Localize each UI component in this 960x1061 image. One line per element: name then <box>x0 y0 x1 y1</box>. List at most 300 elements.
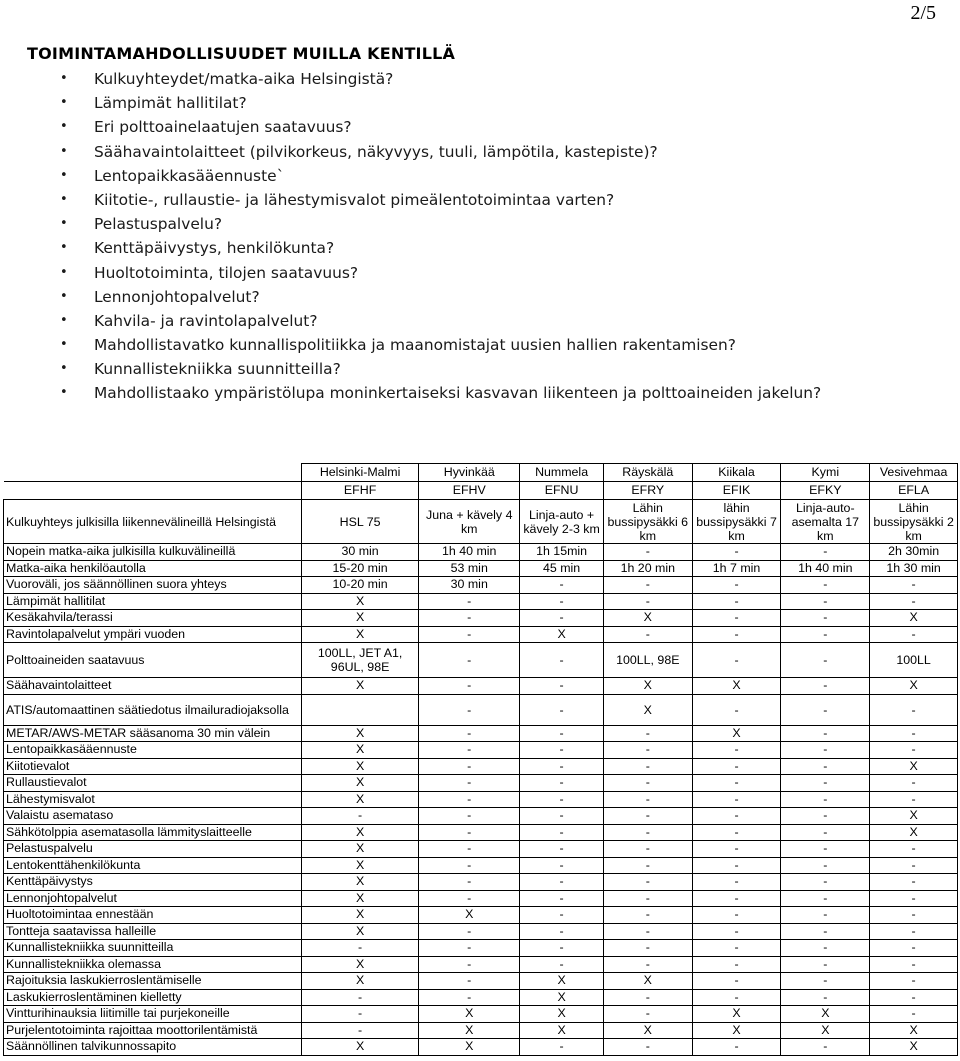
table-cell: - <box>692 791 781 808</box>
table-cell: - <box>781 742 870 759</box>
row-label: Sähkötolppia asematasolla lämmityslaitteelle <box>4 824 302 841</box>
question-text: Huoltotoiminta, tilojen saatavuus? <box>94 263 359 282</box>
table-cell: - <box>870 890 958 907</box>
bullet-icon: • <box>60 312 68 328</box>
table-cell: 30 min <box>419 577 520 594</box>
table-cell: - <box>870 775 958 792</box>
table-cell: 100LL <box>870 643 958 678</box>
table-row <box>4 560 958 577</box>
table-cell: - <box>520 907 604 924</box>
table-cell: - <box>603 923 692 940</box>
table-row <box>4 808 958 825</box>
table-cell: - <box>692 824 781 841</box>
question-text: Kahvila- ja ravintolapalvelut? <box>94 311 318 330</box>
table-cell: X <box>603 694 692 725</box>
table-cell: - <box>870 577 958 594</box>
table-cell: X <box>301 973 418 990</box>
table-cell: - <box>781 577 870 594</box>
table-row <box>4 907 958 924</box>
table-cell: - <box>781 725 870 742</box>
question-item <box>60 140 821 164</box>
table-cell: - <box>520 593 604 610</box>
row-label: Vuoroväli, jos säännöllinen suora yhteys <box>4 577 302 594</box>
question-item <box>60 309 821 333</box>
table-cell: - <box>692 808 781 825</box>
table-cell: - <box>781 808 870 825</box>
table-cell: - <box>692 593 781 610</box>
table-cell: X <box>301 626 418 643</box>
row-label: Kesäkahvila/terassi <box>4 610 302 627</box>
table-cell: - <box>781 841 870 858</box>
question-text: Eri polttoainelaatujen saatavuus? <box>94 118 352 137</box>
transport-row <box>4 500 958 544</box>
icao-code: EFNU <box>520 482 604 500</box>
table-cell: - <box>692 742 781 759</box>
row-label: Vintturihinauksia liitimille tai purjekoneille <box>4 1006 302 1023</box>
table-cell: - <box>692 841 781 858</box>
row-label: Laskukierroslentäminen kielletty <box>4 989 302 1006</box>
table-cell: - <box>419 775 520 792</box>
table-cell: X <box>301 956 418 973</box>
table-cell: - <box>870 956 958 973</box>
table-cell: X <box>870 1022 958 1039</box>
row-label: Nopein matka-aika julkisilla kulkuvälineillä <box>4 544 302 561</box>
table-cell: - <box>603 544 692 561</box>
bullet-icon: • <box>60 240 68 256</box>
airfield-name: Nummela <box>520 464 604 482</box>
table-cell: - <box>419 923 520 940</box>
question-item <box>60 91 821 115</box>
table-cell: X <box>301 775 418 792</box>
table-row <box>4 1006 958 1023</box>
row-label: Huoltotoimintaa ennestään <box>4 907 302 924</box>
table-cell: - <box>419 824 520 841</box>
row-label: Lähestymisvalot <box>4 791 302 808</box>
table-cell: - <box>419 610 520 627</box>
table-cell: X <box>419 907 520 924</box>
table-cell: - <box>870 1006 958 1023</box>
table-row <box>4 678 958 695</box>
table-row <box>4 694 958 725</box>
bullet-icon: • <box>60 385 68 401</box>
table-cell: X <box>692 725 781 742</box>
table-row <box>4 923 958 940</box>
table-cell: X <box>301 678 418 695</box>
table-cell: - <box>603 824 692 841</box>
table-cell: - <box>692 626 781 643</box>
table-cell: 15-20 min <box>301 560 418 577</box>
row-label: Rajoituksia laskukierroslentämiselle <box>4 973 302 990</box>
table-cell: - <box>520 824 604 841</box>
table-cell: - <box>603 956 692 973</box>
airfield-comparison-table <box>3 463 958 1056</box>
table-cell: - <box>419 857 520 874</box>
table-cell: - <box>692 577 781 594</box>
table-cell: - <box>870 593 958 610</box>
table-cell: - <box>603 1006 692 1023</box>
table-cell: 1h 40 min <box>781 560 870 577</box>
table-cell: Juna + kävely 4 km <box>419 500 520 544</box>
table-cell: - <box>603 874 692 891</box>
table-cell: 100LL, JET A1, 96UL, 98E <box>301 643 418 678</box>
table-cell: - <box>870 989 958 1006</box>
row-label: Tontteja saatavissa halleille <box>4 923 302 940</box>
table-cell: - <box>692 890 781 907</box>
table-cell: - <box>781 956 870 973</box>
table-cell: - <box>419 678 520 695</box>
table-cell: X <box>692 1022 781 1039</box>
table-cell: - <box>692 874 781 891</box>
table-cell: - <box>603 989 692 1006</box>
table-row <box>4 725 958 742</box>
table-cell: HSL 75 <box>301 500 418 544</box>
table-cell: - <box>603 791 692 808</box>
icao-code-row <box>4 482 958 500</box>
table-cell: - <box>301 1006 418 1023</box>
table-cell: - <box>603 742 692 759</box>
bullet-icon: • <box>60 337 68 353</box>
row-label: Lentokenttähenkilökunta <box>4 857 302 874</box>
table-cell: - <box>419 593 520 610</box>
table-cell: X <box>419 1006 520 1023</box>
table-cell: X <box>301 593 418 610</box>
table-cell: - <box>781 626 870 643</box>
table-cell: X <box>301 742 418 759</box>
question-text: Pelastuspalvelu? <box>94 215 222 234</box>
table-cell: - <box>692 694 781 725</box>
bullet-icon: • <box>60 216 68 232</box>
table-cell: - <box>603 1039 692 1056</box>
table-cell: - <box>419 758 520 775</box>
table-cell: - <box>781 857 870 874</box>
table-cell: - <box>603 907 692 924</box>
table-cell: - <box>419 956 520 973</box>
icao-code: EFHV <box>419 482 520 500</box>
table-cell: - <box>603 725 692 742</box>
table-cell: - <box>419 940 520 957</box>
table-cell: - <box>781 791 870 808</box>
table-cell: - <box>870 694 958 725</box>
row-label: Kunnallistekniikka olemassa <box>4 956 302 973</box>
table-cell: X <box>419 1022 520 1039</box>
table-cell: - <box>520 791 604 808</box>
table-cell: X <box>301 725 418 742</box>
question-item <box>60 115 821 139</box>
table-cell: - <box>419 874 520 891</box>
table-cell: - <box>520 742 604 759</box>
corner-cell <box>4 482 302 500</box>
table-cell: - <box>603 626 692 643</box>
table-cell <box>301 694 418 725</box>
icao-code: EFLA <box>870 482 958 500</box>
row-label: Kiitotievalot <box>4 758 302 775</box>
table-cell: - <box>520 725 604 742</box>
table-cell: X <box>781 1006 870 1023</box>
table-cell: - <box>520 775 604 792</box>
row-label: Purjelentotoiminta rajoittaa moottorilentämistä <box>4 1022 302 1039</box>
table-cell: - <box>520 577 604 594</box>
table-cell: - <box>781 890 870 907</box>
table-cell: - <box>870 791 958 808</box>
bullet-icon: • <box>60 119 68 135</box>
table-cell: - <box>520 610 604 627</box>
table-cell: - <box>301 940 418 957</box>
table-cell: X <box>870 808 958 825</box>
table-row <box>4 989 958 1006</box>
table-cell: - <box>781 874 870 891</box>
table-cell: X <box>301 841 418 858</box>
page-number: 2/5 <box>910 2 936 24</box>
table-cell: X <box>419 1039 520 1056</box>
table-cell: - <box>520 841 604 858</box>
question-item <box>60 381 821 405</box>
table-cell: X <box>603 973 692 990</box>
table-cell: X <box>301 791 418 808</box>
question-list <box>60 67 821 406</box>
table-cell: - <box>419 742 520 759</box>
table-cell: - <box>781 678 870 695</box>
table-cell: 53 min <box>419 560 520 577</box>
question-item <box>60 333 821 357</box>
table-cell: - <box>419 725 520 742</box>
table-cell: - <box>603 808 692 825</box>
table-cell: - <box>603 940 692 957</box>
table-cell: 45 min <box>520 560 604 577</box>
table-cell: - <box>692 956 781 973</box>
table-cell: - <box>520 923 604 940</box>
question-text: Mahdollistaako ympäristölupa moninkertaiseksi kasvavan liikenteen ja polttoaineiden jakelun? <box>94 384 822 403</box>
table-cell: 1h 20 min <box>603 560 692 577</box>
table-cell: - <box>781 593 870 610</box>
question-text: Lämpimät hallitilat? <box>94 94 247 113</box>
table-cell: lähin bussipysäkki 7 km <box>692 500 781 544</box>
page-heading: TOIMINTAMAHDOLLISUUDET MUILLA KENTILLÄ <box>27 44 456 63</box>
row-label: Pelastuspalvelu <box>4 841 302 858</box>
table-cell: - <box>692 857 781 874</box>
table-cell: 1h 7 min <box>692 560 781 577</box>
table-cell: - <box>781 643 870 678</box>
table-cell: Linja-auto + kävely 2-3 km <box>520 500 604 544</box>
question-text: Säähavaintolaitteet (pilvikorkeus, näkyvyys, tuuli, lämpötila, kastepiste)? <box>94 142 658 161</box>
table-cell: - <box>692 1039 781 1056</box>
question-text: Kiitotie-, rullaustie- ja lähestymisvalot pimeälentotoimintaa varten? <box>94 190 615 209</box>
airfield-name: Vesivehmaa <box>870 464 958 482</box>
table-row <box>4 1039 958 1056</box>
icao-code: EFHF <box>301 482 418 500</box>
table-cell: - <box>692 973 781 990</box>
question-item <box>60 236 821 260</box>
table-cell: - <box>781 940 870 957</box>
table-cell: - <box>520 758 604 775</box>
table-cell: X <box>692 678 781 695</box>
table-cell: X <box>301 890 418 907</box>
question-item <box>60 357 821 381</box>
table-cell: 1h 15min <box>520 544 604 561</box>
question-text: Lennonjohtopalvelut? <box>94 287 260 306</box>
table-cell: X <box>301 907 418 924</box>
row-label: Matka-aika henkilöautolla <box>4 560 302 577</box>
table-cell: - <box>692 643 781 678</box>
table-cell: - <box>692 940 781 957</box>
table-cell: - <box>419 973 520 990</box>
table-cell: - <box>692 610 781 627</box>
table-cell: 2h 30min <box>870 544 958 561</box>
table-row <box>4 593 958 610</box>
table-cell: - <box>781 989 870 1006</box>
table-cell: - <box>520 643 604 678</box>
bullet-icon: • <box>60 264 68 280</box>
table-cell: - <box>301 808 418 825</box>
table-row <box>4 610 958 627</box>
question-text: Mahdollistavatko kunnallispolitiikka ja maanomistajat uusien hallien rakentamisen? <box>94 336 736 355</box>
bullet-icon: • <box>60 71 68 86</box>
airfield-name-row <box>4 464 958 482</box>
table-row <box>4 577 958 594</box>
table-cell: - <box>870 725 958 742</box>
question-text: Lentopaikkasääennuste` <box>94 166 285 185</box>
table-cell: - <box>692 544 781 561</box>
bullet-icon: • <box>60 167 68 183</box>
table-cell: X <box>520 989 604 1006</box>
table-cell: X <box>603 678 692 695</box>
table-cell: - <box>520 857 604 874</box>
bullet-icon: • <box>60 95 68 111</box>
table-cell: - <box>419 791 520 808</box>
table-cell: - <box>781 544 870 561</box>
table-cell: - <box>520 940 604 957</box>
table-cell: - <box>781 824 870 841</box>
table-cell: - <box>870 857 958 874</box>
table-cell: - <box>781 907 870 924</box>
table-cell: X <box>692 1006 781 1023</box>
table-row <box>4 742 958 759</box>
table-cell: - <box>603 775 692 792</box>
table-row <box>4 874 958 891</box>
table-cell: - <box>603 890 692 907</box>
table-cell: - <box>419 890 520 907</box>
table-row <box>4 775 958 792</box>
table-cell: - <box>520 678 604 695</box>
table-row <box>4 791 958 808</box>
table-cell: - <box>520 694 604 725</box>
table-cell: - <box>781 1039 870 1056</box>
table-cell: X <box>520 973 604 990</box>
question-item <box>60 164 821 188</box>
table-cell: X <box>301 758 418 775</box>
table-cell: X <box>301 824 418 841</box>
table-cell: X <box>870 1039 958 1056</box>
table-cell: X <box>870 610 958 627</box>
row-label: METAR/AWS-METAR sääsanoma 30 min välein <box>4 725 302 742</box>
table-cell: - <box>603 857 692 874</box>
table-cell: - <box>301 1022 418 1039</box>
table-cell: X <box>301 874 418 891</box>
table-cell: Lähin bussipysäkki 6 km <box>603 500 692 544</box>
table-cell: 30 min <box>301 544 418 561</box>
table-cell: - <box>520 1039 604 1056</box>
bullet-icon: • <box>60 361 68 377</box>
table-cell: - <box>419 694 520 725</box>
table-cell: - <box>781 775 870 792</box>
table-row <box>4 1022 958 1039</box>
table-cell: - <box>520 890 604 907</box>
table-row <box>4 841 958 858</box>
question-text: Kunnallistekniikka suunnitteilla? <box>94 360 341 379</box>
row-label: Kenttäpäivystys <box>4 874 302 891</box>
table-row <box>4 643 958 678</box>
table-cell: 10-20 min <box>301 577 418 594</box>
table-cell: X <box>870 758 958 775</box>
bullet-icon: • <box>60 288 68 304</box>
table-cell: - <box>870 742 958 759</box>
row-label: Polttoaineiden saatavuus <box>4 643 302 678</box>
table-cell: X <box>870 678 958 695</box>
airfield-name: Hyvinkää <box>419 464 520 482</box>
table-row <box>4 544 958 561</box>
airfield-name: Kiikala <box>692 464 781 482</box>
row-label: Lentopaikkasääennuste <box>4 742 302 759</box>
question-item <box>60 261 821 285</box>
table-cell: - <box>870 923 958 940</box>
table-cell: - <box>603 758 692 775</box>
table-cell: X <box>870 824 958 841</box>
table-cell: - <box>781 758 870 775</box>
airfield-name: Helsinki-Malmi <box>301 464 418 482</box>
table-row <box>4 956 958 973</box>
question-text: Kulkuyhteydet/matka-aika Helsingistä? <box>94 70 394 88</box>
table-cell: - <box>520 874 604 891</box>
table-cell: - <box>781 973 870 990</box>
table-row <box>4 973 958 990</box>
table-cell: - <box>603 593 692 610</box>
table-cell: X <box>603 1022 692 1039</box>
table-cell: - <box>870 841 958 858</box>
table-cell: - <box>870 874 958 891</box>
corner-cell <box>4 464 302 482</box>
table-cell: X <box>520 626 604 643</box>
table-cell: X <box>603 610 692 627</box>
bullet-icon: • <box>60 191 68 207</box>
icao-code: EFKY <box>781 482 870 500</box>
table-cell: - <box>419 808 520 825</box>
icao-code: EFIK <box>692 482 781 500</box>
bullet-icon: • <box>60 143 68 159</box>
table-cell: 1h 40 min <box>419 544 520 561</box>
table-cell: 1h 30 min <box>870 560 958 577</box>
table-cell: - <box>520 808 604 825</box>
question-item <box>60 188 821 212</box>
airfield-name: Kymi <box>781 464 870 482</box>
table-cell: - <box>301 989 418 1006</box>
row-label: Lennonjohtopalvelut <box>4 890 302 907</box>
table-cell: - <box>870 907 958 924</box>
table-cell: - <box>603 577 692 594</box>
row-label: Kulkuyhteys julkisilla liikennevälineillä Helsingistä <box>4 500 302 544</box>
table-cell: - <box>692 775 781 792</box>
table-cell: - <box>692 758 781 775</box>
table-row <box>4 626 958 643</box>
table-row <box>4 824 958 841</box>
table-cell: - <box>419 841 520 858</box>
table-cell: - <box>692 923 781 940</box>
question-item <box>60 285 821 309</box>
table-cell: - <box>870 626 958 643</box>
row-label: Kunnallistekniikka suunnitteilla <box>4 940 302 957</box>
table-cell: - <box>781 610 870 627</box>
table-cell: 100LL, 98E <box>603 643 692 678</box>
table-cell: X <box>301 610 418 627</box>
table-cell: X <box>301 923 418 940</box>
